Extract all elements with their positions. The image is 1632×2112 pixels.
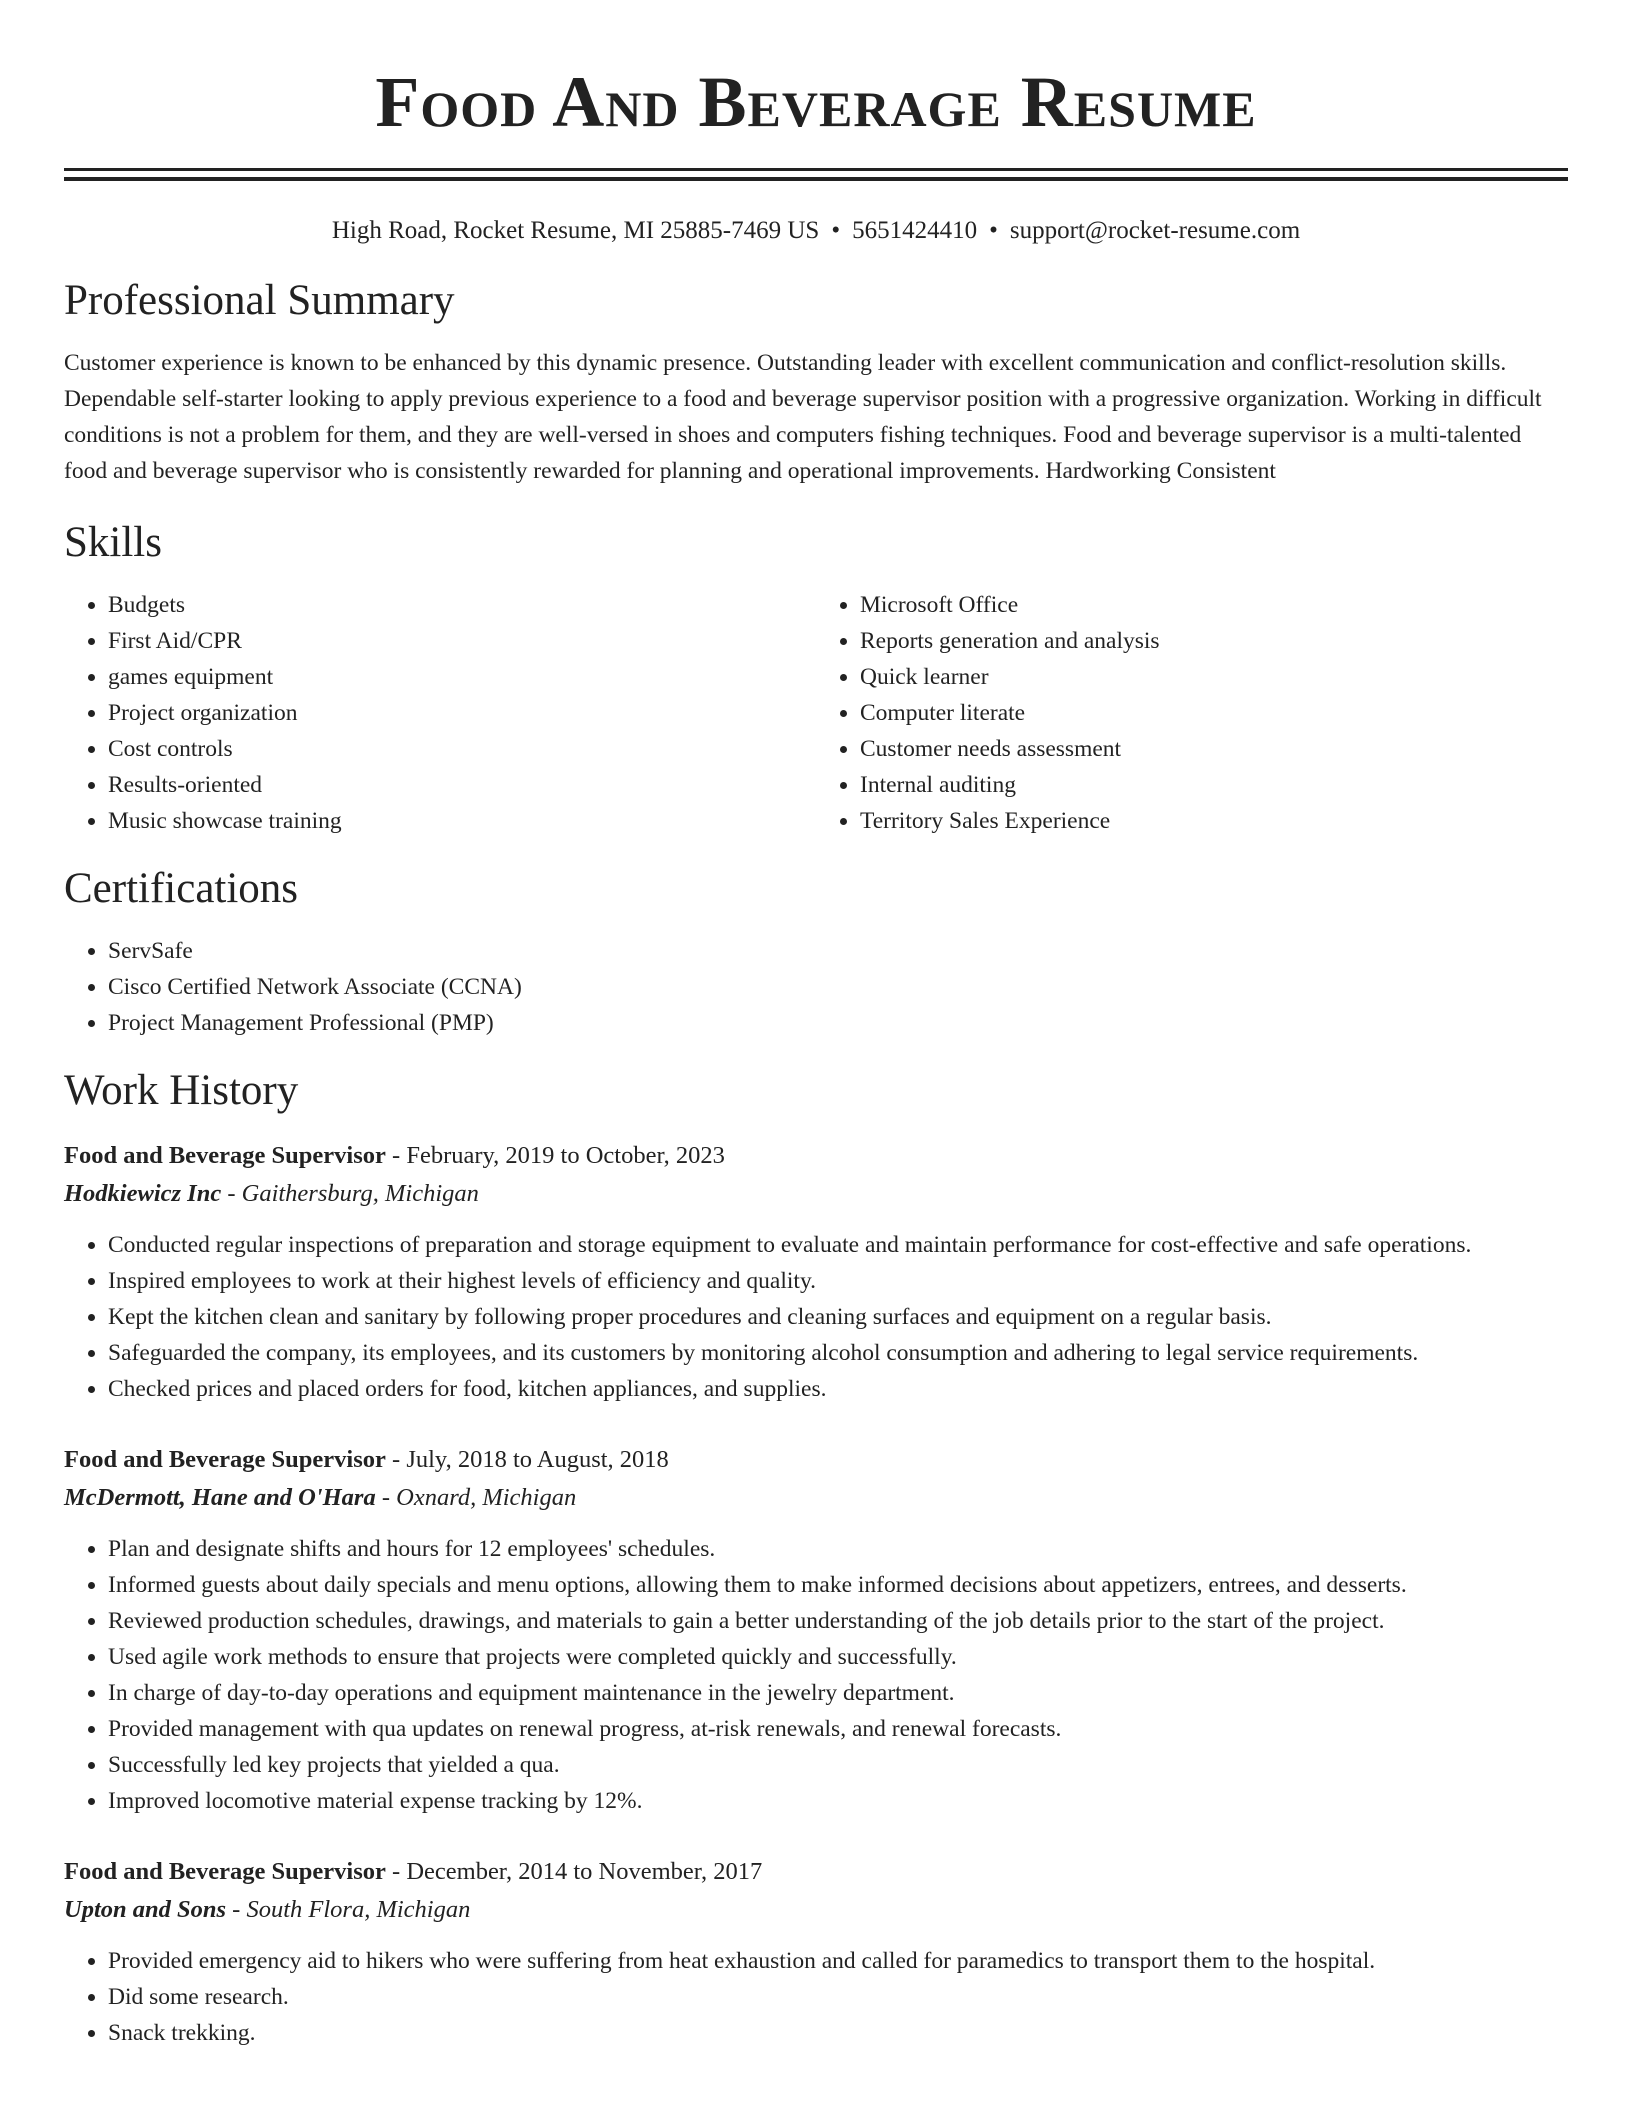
job-entry <box>64 1441 1568 1819</box>
summary-text: Customer experience is known to be enhanced by this dynamic presence. Outstanding leader with excellent communication and conflict-resolution skills. Dependable self-starter looking to apply previous experience to a food and beverage supervisor position with a progressive organization. Working in difficult conditions is not a problem for them, and they are well-versed in shoes and computers fishing techniques. Food and beverage supervisor is a multi-talented food and beverage supervisor who is consistently rewarded for planning and operational improvements. Hardworking Consistent <box>64 350 1542 484</box>
contact-separator: • <box>831 217 841 244</box>
skill-item: • First Aid/CPR <box>108 623 816 659</box>
job-title-line <box>64 1853 1568 1891</box>
certifications-heading: Certifications <box>64 865 299 912</box>
job-company-line <box>64 1175 1568 1213</box>
skill-item: • Microsoft Office <box>860 587 1568 623</box>
job-company: Hodkiewicz Inc <box>64 1180 222 1207</box>
contact-separator: • <box>989 217 998 244</box>
job-bullet: • In charge of day-to-day operations and equipment maintenance in the jewelry department. <box>108 1675 1568 1711</box>
skill-item: • Internal auditing <box>860 767 1568 803</box>
job-bullet: • Improved locomotive material expense tracking by 12%. <box>108 1783 1568 1819</box>
skill-item: • Reports generation and analysis <box>860 623 1568 659</box>
contact-address: High Road, Rocket Resume, MI 25885-7469 US <box>331 217 820 244</box>
job-bullet: • Inspired employees to work at their highest levels of efficiency and quality. <box>108 1263 1568 1299</box>
job-company: McDermott, Hane and O'Hara <box>64 1484 376 1511</box>
job-bullets <box>64 1531 1568 1819</box>
skill-item: • Quick learner <box>860 659 1568 695</box>
job-location: - Gaithersburg, Michigan <box>227 1180 479 1207</box>
skill-item: • Budgets <box>108 587 816 623</box>
skill-item: • games equipment <box>108 659 816 695</box>
job-bullet: • Reviewed production schedules, drawings, and materials to gain a better understanding of the job details prior to the start of the project. <box>108 1603 1568 1639</box>
contact-phone: 5651424410 <box>852 217 978 244</box>
contact-line <box>64 215 1568 247</box>
job-bullet: • Provided management with qua updates on renewal progress, at-risk renewals, and renewal forecasts. <box>108 1711 1568 1747</box>
job-dates: - February, 2019 to October, 2023 <box>392 1142 725 1169</box>
skills-list-left <box>64 587 816 839</box>
job-title: Food and Beverage Supervisor <box>64 1142 386 1169</box>
job-bullet: • Safeguarded the company, its employees, and its customers by monitoring alcohol consumption and adhering to legal service requirements. <box>108 1335 1568 1371</box>
job-company: Upton and Sons <box>64 1896 227 1923</box>
summary-heading: Professional Summary <box>64 277 455 324</box>
job-bullet: • Informed guests about daily specials and menu options, allowing them to make informed decisions about appetizers, entrees, and desserts. <box>108 1567 1568 1603</box>
job-company-line <box>64 1479 1568 1517</box>
certification-item: • ServSafe <box>108 933 1568 969</box>
job-entry <box>64 1853 1568 2051</box>
job-company-line <box>64 1891 1568 1929</box>
job-title: Food and Beverage Supervisor <box>64 1858 386 1885</box>
job-bullet: • Used agile work methods to ensure that projects were completed quickly and successfully. <box>108 1639 1568 1675</box>
job-bullet: • Checked prices and placed orders for food, kitchen appliances, and supplies. <box>108 1371 1568 1407</box>
contact-email: support@rocket-resume.com <box>1009 217 1301 244</box>
job-bullet: • Plan and designate shifts and hours for 12 employees' schedules. <box>108 1531 1568 1567</box>
work-history-heading: Work History <box>64 1067 299 1114</box>
job-bullets <box>64 1943 1568 2051</box>
job-bullet: • Conducted regular inspections of preparation and storage equipment to evaluate and maintain performance for cost-effective and safe operations. <box>108 1227 1568 1263</box>
skill-item: • Cost controls <box>108 731 816 767</box>
job-bullets <box>64 1227 1568 1407</box>
job-bullet: • Did some research. <box>108 1979 1568 2015</box>
job-entry <box>64 1137 1568 1407</box>
skill-item: • Music showcase training <box>108 803 816 839</box>
skills-heading: Skills <box>64 519 162 566</box>
skills-columns <box>64 587 1568 839</box>
job-location: - Oxnard, Michigan <box>381 1484 577 1511</box>
job-title: Food and Beverage Supervisor <box>64 1446 386 1473</box>
job-location: - South Flora, Michigan <box>232 1896 471 1923</box>
job-bullet: • Kept the kitchen clean and sanitary by following proper procedures and cleaning surfaces and equipment on a regular basis. <box>108 1299 1568 1335</box>
skill-item: • Computer literate <box>860 695 1568 731</box>
skill-item: • Project organization <box>108 695 816 731</box>
title-divider <box>64 168 1568 181</box>
job-bullet: • Provided emergency aid to hikers who were suffering from heat exhaustion and called for paramedics to transport them to the hospital. <box>108 1943 1568 1979</box>
job-dates: - July, 2018 to August, 2018 <box>392 1446 669 1473</box>
certification-item: • Project Management Professional (PMP) <box>108 1005 1568 1041</box>
job-dates: - December, 2014 to November, 2017 <box>392 1858 763 1885</box>
certifications-list <box>64 933 1568 1041</box>
job-bullet: • Successfully led key projects that yielded a qua. <box>108 1747 1568 1783</box>
job-bullet: • Snack trekking. <box>108 2015 1568 2051</box>
skill-item: • Results-oriented <box>108 767 816 803</box>
skill-item: • Customer needs assessment <box>860 731 1568 767</box>
skill-item: • Territory Sales Experience <box>860 803 1568 839</box>
job-title-line <box>64 1441 1568 1479</box>
job-title-line <box>64 1137 1568 1175</box>
page-title: Food And Beverage Resume <box>375 62 1257 142</box>
skills-list-right <box>816 587 1568 839</box>
certification-item: • Cisco Certified Network Associate (CCNA) <box>108 969 1568 1005</box>
